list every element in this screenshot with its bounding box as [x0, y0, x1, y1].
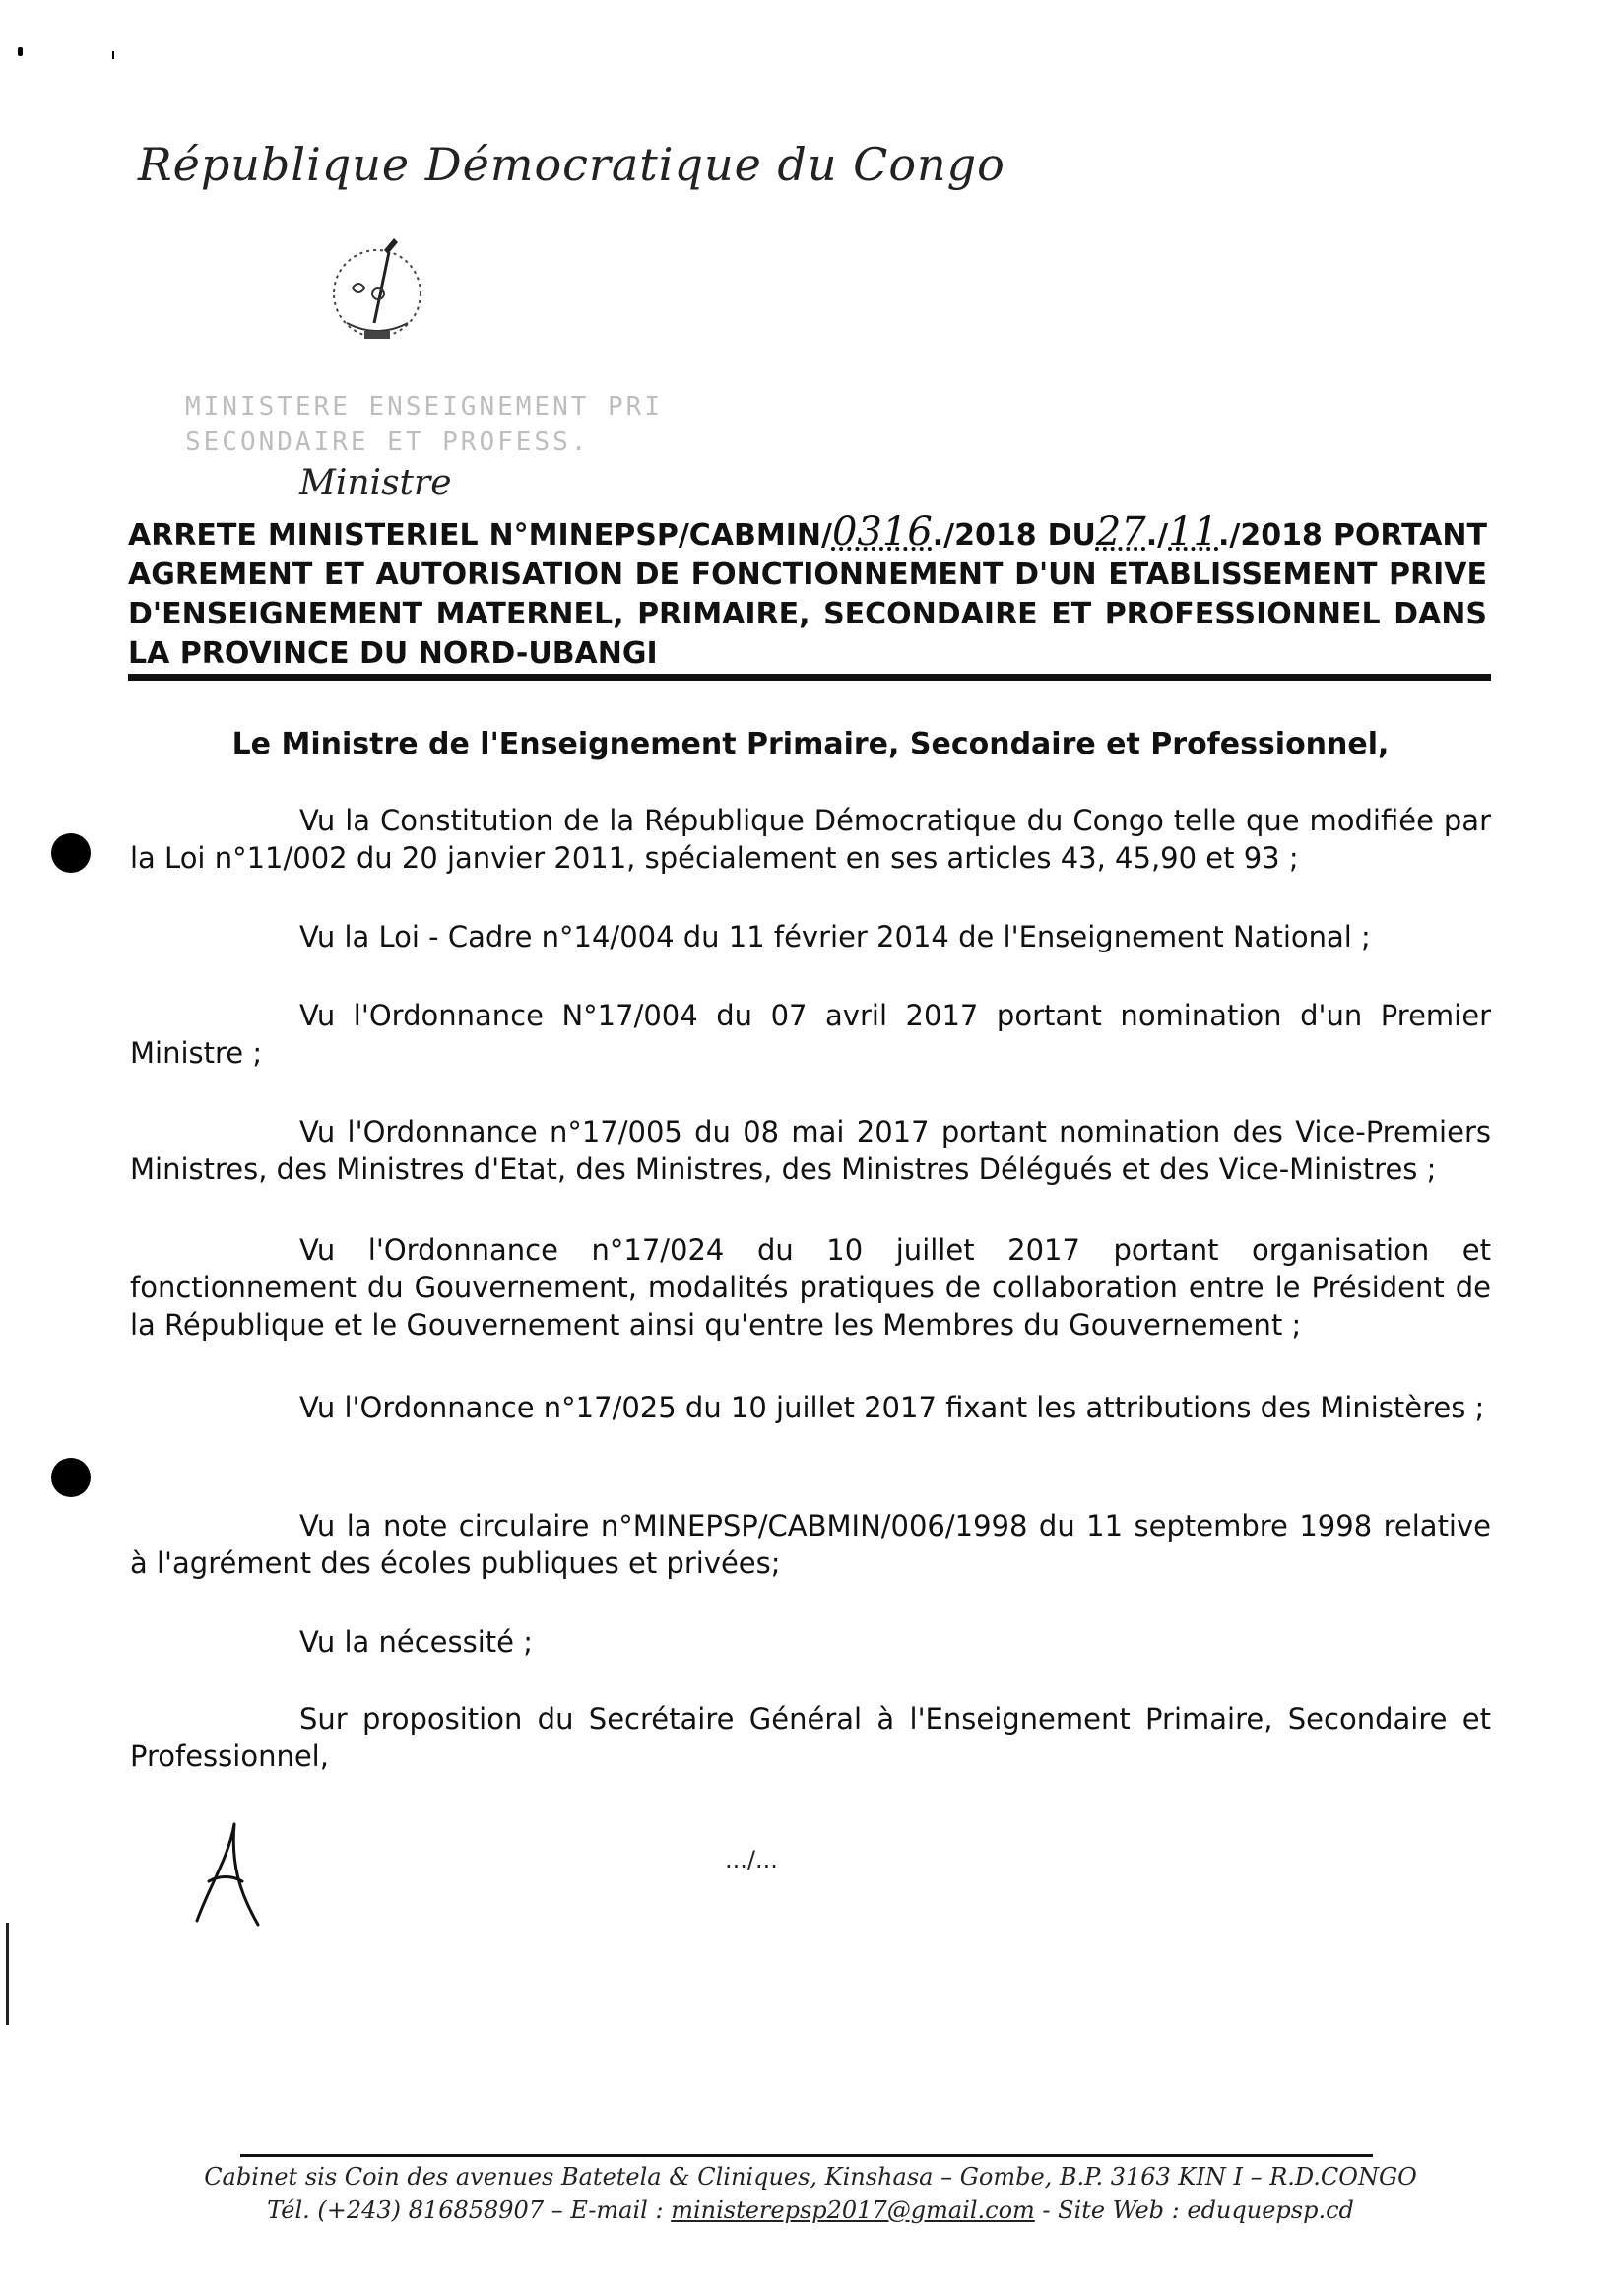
handwritten-month: 11 — [1168, 509, 1219, 555]
visa-constitution: Vu la Constitution de la République Démocratique du Congo telle que modifiée par la Loi n°11/002 du 20 janvier 2011, spécialement en ses articles 43, 45,90 et 93 ; — [130, 804, 1491, 875]
footer-address: Cabinet sis Coin des avenues Batetela & Cliniques, Kinshasa – Gombe, B.P. 3163 KIN I – R.D.CONGO — [204, 2163, 1417, 2191]
coat-of-arms-icon — [313, 229, 441, 357]
visa-ordonnance-attributions: Vu l'Ordonnance n°17/025 du 10 juillet 2017 fixant les attributions des Ministères ; — [299, 1391, 1485, 1424]
title-divider — [128, 674, 1491, 681]
page-continuation: .../... — [725, 1846, 778, 1873]
visa-ordonnance-premier-ministre: Vu l'Ordonnance N°17/004 du 07 avril 2017 portant nomination d'un Premier Ministre ; — [130, 999, 1491, 1070]
punch-hole-icon — [51, 1458, 91, 1497]
footer-website: - Site Web : eduquepsp.cd — [1034, 2197, 1354, 2224]
footer-contact — [0, 2197, 1621, 2224]
visa-ordonnance-gouvernement: Vu l'Ordonnance n°17/024 du 10 juillet 2017 portant organisation et fonctionnement du Gouvernement, modalités pratiques de collaboration entre le Président de la République et le Gouvernement ainsi qu'entre les Membres du Gouvernement ; — [130, 1233, 1491, 1342]
decree-title — [128, 509, 1487, 674]
title-mid: ./2018 DU — [932, 518, 1096, 553]
minister-heading: Le Ministre de l'Enseignement Primaire, Secondaire et Professionnel, — [231, 727, 1390, 761]
faded-ministry-line: SECONDAIRE ET PROFESS. — [185, 427, 590, 457]
punch-hole-icon — [51, 833, 91, 873]
faded-ministry-line: MINISTERE ENSEIGNEMENT PRI — [185, 392, 663, 422]
scan-speck — [18, 47, 23, 56]
handwritten-day: 27 — [1095, 509, 1146, 555]
footer-phone: Tél. (+243) 816858907 – E-mail : — [267, 2197, 672, 2224]
visa-note-circulaire: Vu la note circulaire n°MINEPSP/CABMIN/006/1998 du 11 septembre 1998 relative à l'agrément des écoles publiques et privées; — [130, 1509, 1491, 1580]
visa-loi-cadre: Vu la Loi - Cadre n°14/004 du 11 février 2014 de l'Enseignement National ; — [299, 920, 1371, 953]
republic-header: République Démocratique du Congo — [138, 138, 1005, 191]
title-prefix: ARRETE MINISTERIEL N°MINEPSP/CABMIN/ — [128, 518, 832, 553]
title-suffix: ./2018 PORTANT AGREMENT ET AUTORISATION DE FONCTIONNEMENT D'UN ETABLISSEMENT PRIVE D'ENSEIGNEMENT MATERNEL, PRIMAIRE, SECONDAIRE ET PROFESSIONNEL DANS LA PROVINCE DU NORD-UBANGI — [128, 518, 1487, 671]
scan-speck — [112, 51, 114, 59]
handwritten-number: 0316 — [831, 509, 933, 555]
scan-margin-mark — [6, 1923, 9, 2025]
ministre-label: Ministre — [299, 463, 452, 503]
footer-email-link[interactable]: ministerepsp2017@gmail.com — [671, 2197, 1035, 2224]
title-mid: ./ — [1145, 518, 1169, 553]
visa-necessite: Vu la nécessité ; — [299, 1625, 533, 1659]
initial-signature-icon — [189, 1818, 268, 1927]
visa-proposition: Sur proposition du Secrétaire Général à l'Enseignement Primaire, Secondaire et Professionnel, — [130, 1702, 1491, 1773]
footer-divider — [240, 2154, 1373, 2157]
visa-ordonnance-ministres: Vu l'Ordonnance n°17/005 du 08 mai 2017 portant nomination des Vice-Premiers Ministres, des Ministres d'Etat, des Ministres, des Ministres Délégués et des Vice-Ministres ; — [130, 1115, 1491, 1186]
